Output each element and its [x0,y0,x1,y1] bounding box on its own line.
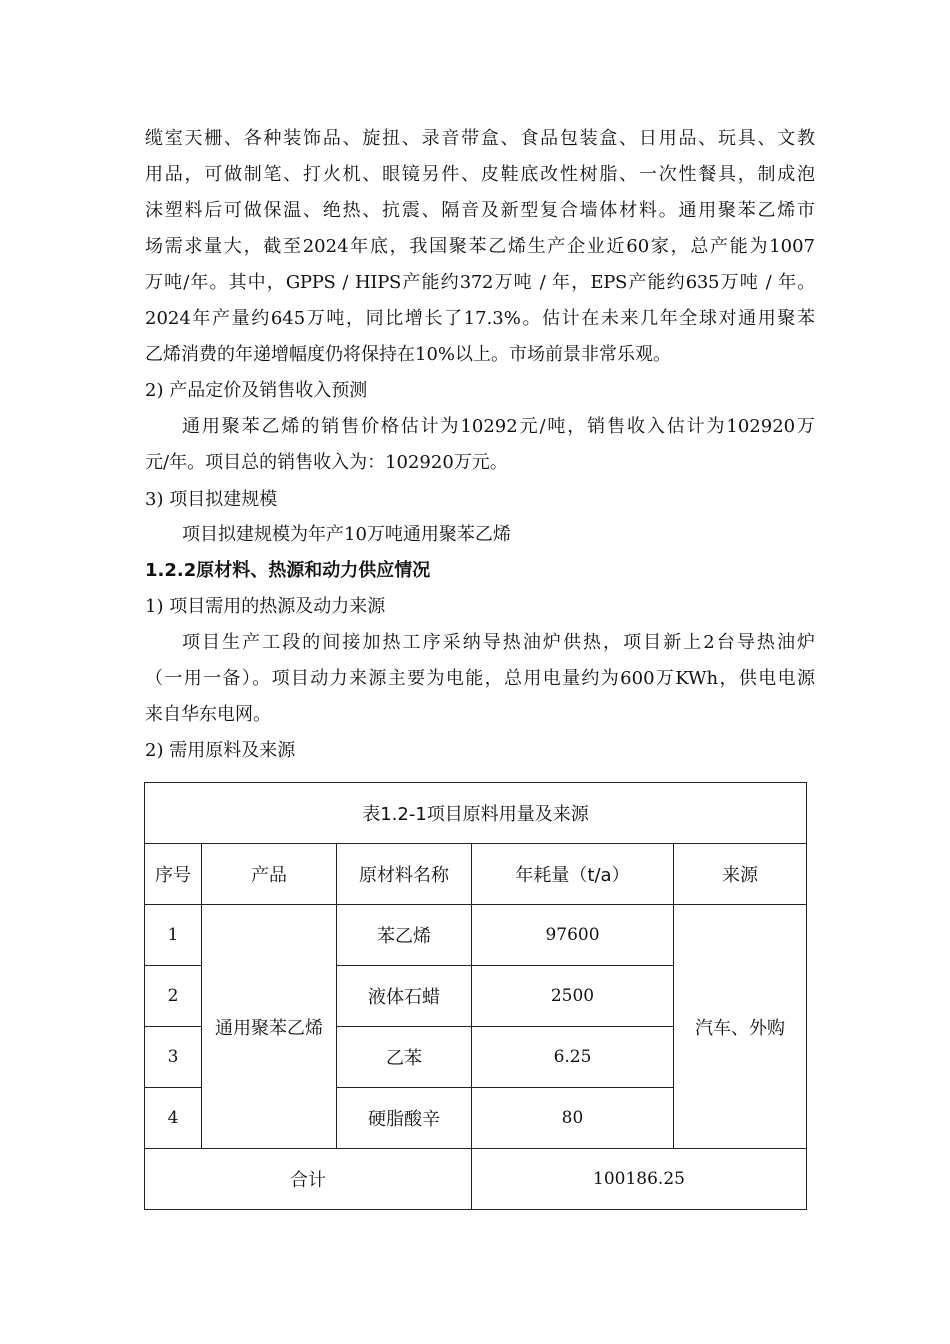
annual-amount: 80 [472,1088,674,1149]
paragraph-line: 场需求量大，截至2024年底，我国聚苯乙烯生产企业近60家，总产能为1007 [145,236,815,257]
table-header-cell: 产品 [202,844,337,905]
list-item-title: 1) 项目需用的热源及动力来源 [145,596,386,617]
list-item-title: 2) 需用原料及来源 [145,740,296,761]
material-name: 苯乙烯 [337,905,472,966]
product-cell: 通用聚苯乙烯 [202,905,337,1149]
paragraph-line: 项目生产工段的间接加热工序采纳导热油炉供热，项目新上2台导热油炉 [182,632,815,653]
raw-material-table [144,782,807,1210]
paragraph-line: 用品，可做制笔、打火机、眼镜另件、皮鞋底改性树脂、一次性餐具，制成泡 [145,164,815,185]
annual-amount: 97600 [472,905,674,966]
table-caption: 表1.2-1项目原料用量及来源 [145,783,807,844]
material-name: 液体石蜡 [337,966,472,1027]
row-number: 3 [145,1027,202,1088]
section-heading: 1.2.2原材料、热源和动力供应情况 [145,560,431,581]
paragraph-line: 项目拟建规模为年产10万吨通用聚苯乙烯 [182,524,511,545]
paragraph-line: 万吨/年。其中，GPPS / HIPS产能约372万吨 / 年，EPS产能约635万吨 / 年。 [145,272,815,293]
paragraph-line: 来自华东电网。 [145,704,271,725]
paragraph-line: 缆室天栅、各种装饰品、旋扭、录音带盒、食品包装盒、日用品、玩具、文教 [145,128,815,149]
total-label: 合计 [145,1149,472,1210]
source-cell: 汽车、外购 [674,905,807,1149]
annual-amount: 6.25 [472,1027,674,1088]
paragraph-line: 沫塑料后可做保温、绝热、抗震、隔音及新型复合墙体材料。通用聚苯乙烯市 [145,200,815,221]
list-item-title: 3) 项目拟建规模 [145,489,278,510]
paragraph-line: 乙烯消费的年递增幅度仍将保持在10%以上。市场前景非常乐观。 [145,344,672,365]
table-row [145,905,807,966]
annual-amount: 2500 [472,966,674,1027]
table-total-row [145,1149,807,1210]
table-header-cell: 原材料名称 [337,844,472,905]
paragraph-line: 2024年产量约645万吨，同比增长了17.3%。估计在未来几年全球对通用聚苯 [145,308,815,329]
paragraph-line: 通用聚苯乙烯的销售价格估计为10292元/吨，销售收入估计为102920万 [182,416,815,437]
paragraph-line: 元/年。项目总的销售收入为：102920万元。 [145,452,508,473]
paragraph-line: （一用一备）。项目动力来源主要为电能，总用电量约为600万KWh，供电电源 [145,668,815,689]
row-number: 2 [145,966,202,1027]
material-name: 乙苯 [337,1027,472,1088]
table-header-cell: 序号 [145,844,202,905]
table-header-cell: 年耗量（t/a） [472,844,674,905]
table-header-cell: 来源 [674,844,807,905]
row-number: 1 [145,905,202,966]
total-value: 100186.25 [472,1149,807,1210]
material-name: 硬脂酸辛 [337,1088,472,1149]
list-item-title: 2) 产品定价及销售收入预测 [145,380,368,401]
row-number: 4 [145,1088,202,1149]
